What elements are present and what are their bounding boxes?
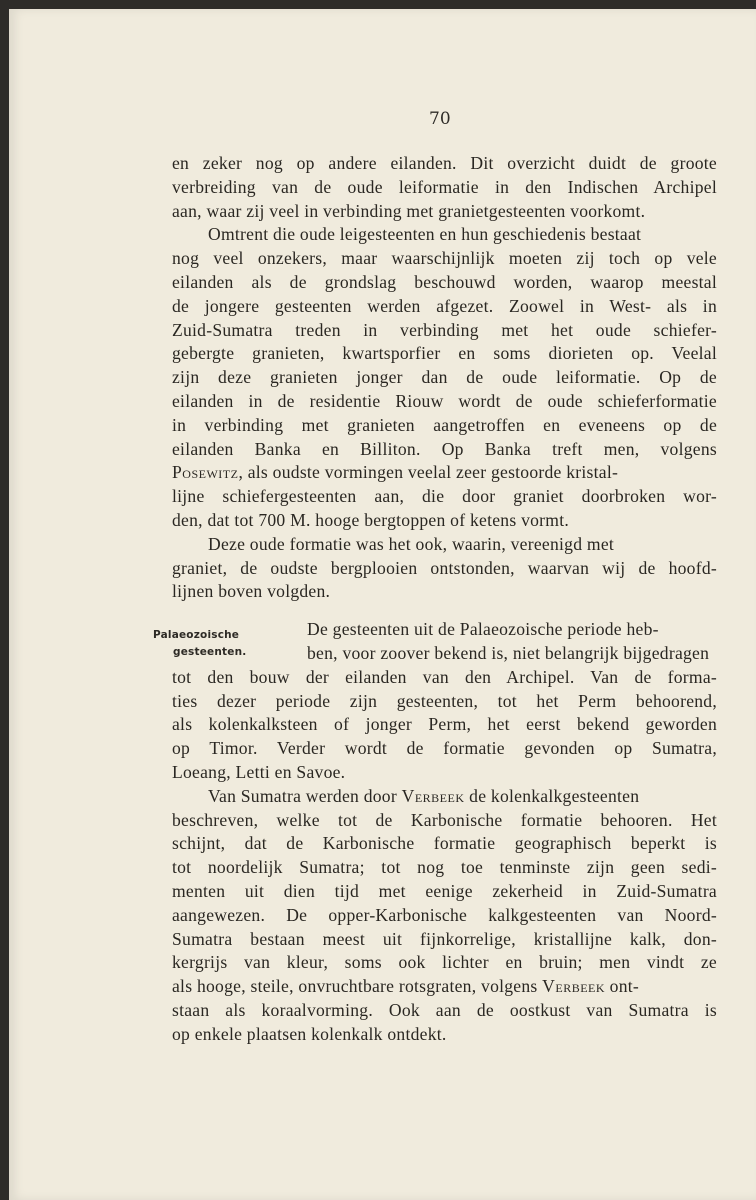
- text-line: menten uit dien tijd met eenige zekerheid in Zuid-Sumatra: [172, 880, 717, 901]
- text-line: tot noordelijk Sumatra; tot nog toe tenminste zijn geen sedi-: [172, 857, 717, 878]
- text-fragment: als hooge, steile, onvruchtbare rotsgraten, volgens: [172, 976, 543, 997]
- text-line: kergrijs van kleur, soms ook lichter en bruin; men vindt ze: [172, 952, 717, 973]
- text-line: [172, 975, 736, 999]
- text-line: [172, 461, 736, 485]
- text-line: eilanden als de grondslag beschouwd worden, waarop meestal: [172, 271, 717, 292]
- text-line: op Timor. Verder wordt de formatie gevonden op Sumatra,: [172, 738, 717, 759]
- text-line: Omtrent die oude leigesteenten en hun geschiedenis bestaat: [208, 224, 642, 245]
- text-fragment: ont-: [605, 976, 640, 997]
- author-name: Verbeek: [542, 976, 606, 997]
- text-line: [172, 785, 736, 809]
- text-line: verbreiding van de oude leiformatie in den Indischen Archipel: [172, 176, 717, 197]
- margin-note-line-2: gesteenten.: [173, 646, 247, 658]
- text-fragment: , als oudste vormingen veelal zeer gestoorde kristal-: [238, 462, 619, 483]
- text-line: lijne schiefergesteenten aan, die door graniet doorbroken wor-: [172, 486, 717, 507]
- page-number: 70: [429, 109, 451, 129]
- text-line: op enkele plaatsen kolenkalk ontdekt.: [172, 1023, 447, 1044]
- text-line: ties dezer periode zijn gesteenten, tot het Perm behoorend,: [172, 690, 717, 711]
- text-fragment: de kolenkalkgesteenten: [464, 785, 640, 806]
- text-line: de jongere gesteenten werden afgezet. Zoowel in West- als in: [172, 295, 717, 316]
- text-line: aan, waar zij veel in verbinding met granietgesteenten voorkomt.: [172, 200, 646, 221]
- text-line: gebergte granieten, kwartsporfier en soms diorieten op. Veelal: [172, 343, 717, 364]
- text-line: als kolenkalksteen of jonger Perm, het eerst bekend geworden: [172, 714, 717, 735]
- text-line: ben, voor zoover bekend is, niet belangrijk bijgedragen: [307, 642, 710, 663]
- body-text: [172, 152, 736, 1046]
- text-line: nog veel onzekers, maar waarschijnlijk moeten zij toch op vele: [172, 248, 717, 269]
- margin-note-line-1: Palaeozoische: [153, 629, 240, 641]
- book-page: [9, 9, 756, 1200]
- text-fragment: Van Sumatra werden door: [208, 785, 402, 806]
- text-line: zijn deze granieten jonger dan de oude leiformatie. Op de: [172, 367, 717, 388]
- text-line: Sumatra bestaan meest uit fijnkorrelige, kristallijne kalk, don-: [172, 928, 717, 949]
- paragraph-gap: [172, 604, 736, 618]
- text-line: Zuid-Sumatra treden in verbinding met het oude schiefer-: [172, 319, 717, 340]
- author-name: Posewitz: [172, 462, 239, 483]
- text-line: aangewezen. De opper-Karbonische kalkgesteenten van Noord-: [172, 904, 717, 925]
- text-line: en zeker nog op andere eilanden. Dit overzicht duidt de groote: [172, 153, 717, 173]
- text-line: tot den bouw der eilanden van den Archipel. Van de forma-: [172, 666, 717, 687]
- text-line: in verbinding met granieten aangetroffen en eveneens op de: [172, 414, 717, 435]
- text-line: schijnt, dat de Karbonische formatie geographisch beperkt is: [172, 833, 717, 854]
- text-line: Deze oude formatie was het ook, waarin, vereenigd met: [208, 533, 615, 554]
- text-line: eilanden Banka en Billiton. Op Banka treft men, volgens: [172, 438, 717, 459]
- text-line: beschreven, welke tot de Karbonische formatie behooren. Het: [172, 809, 717, 830]
- text-line: Loeang, Letti en Savoe.: [172, 761, 346, 782]
- text-line: graniet, de oudste bergplooien ontstonden, waarvan wij de hoofd-: [172, 557, 717, 578]
- author-name: Verbeek: [401, 785, 465, 806]
- text-line: staan als koraalvorming. Ook aan de oostkust van Sumatra is: [172, 999, 717, 1020]
- text-line: De gesteenten uit de Palaeozoische periode heb-: [307, 619, 659, 640]
- text-line: eilanden in de residentie Riouw wordt de oude schieferformatie: [172, 390, 717, 411]
- text-line: den, dat tot 700 M. hooge bergtoppen of ketens vormt.: [172, 509, 569, 530]
- text-line: lijnen boven volgden.: [172, 581, 331, 602]
